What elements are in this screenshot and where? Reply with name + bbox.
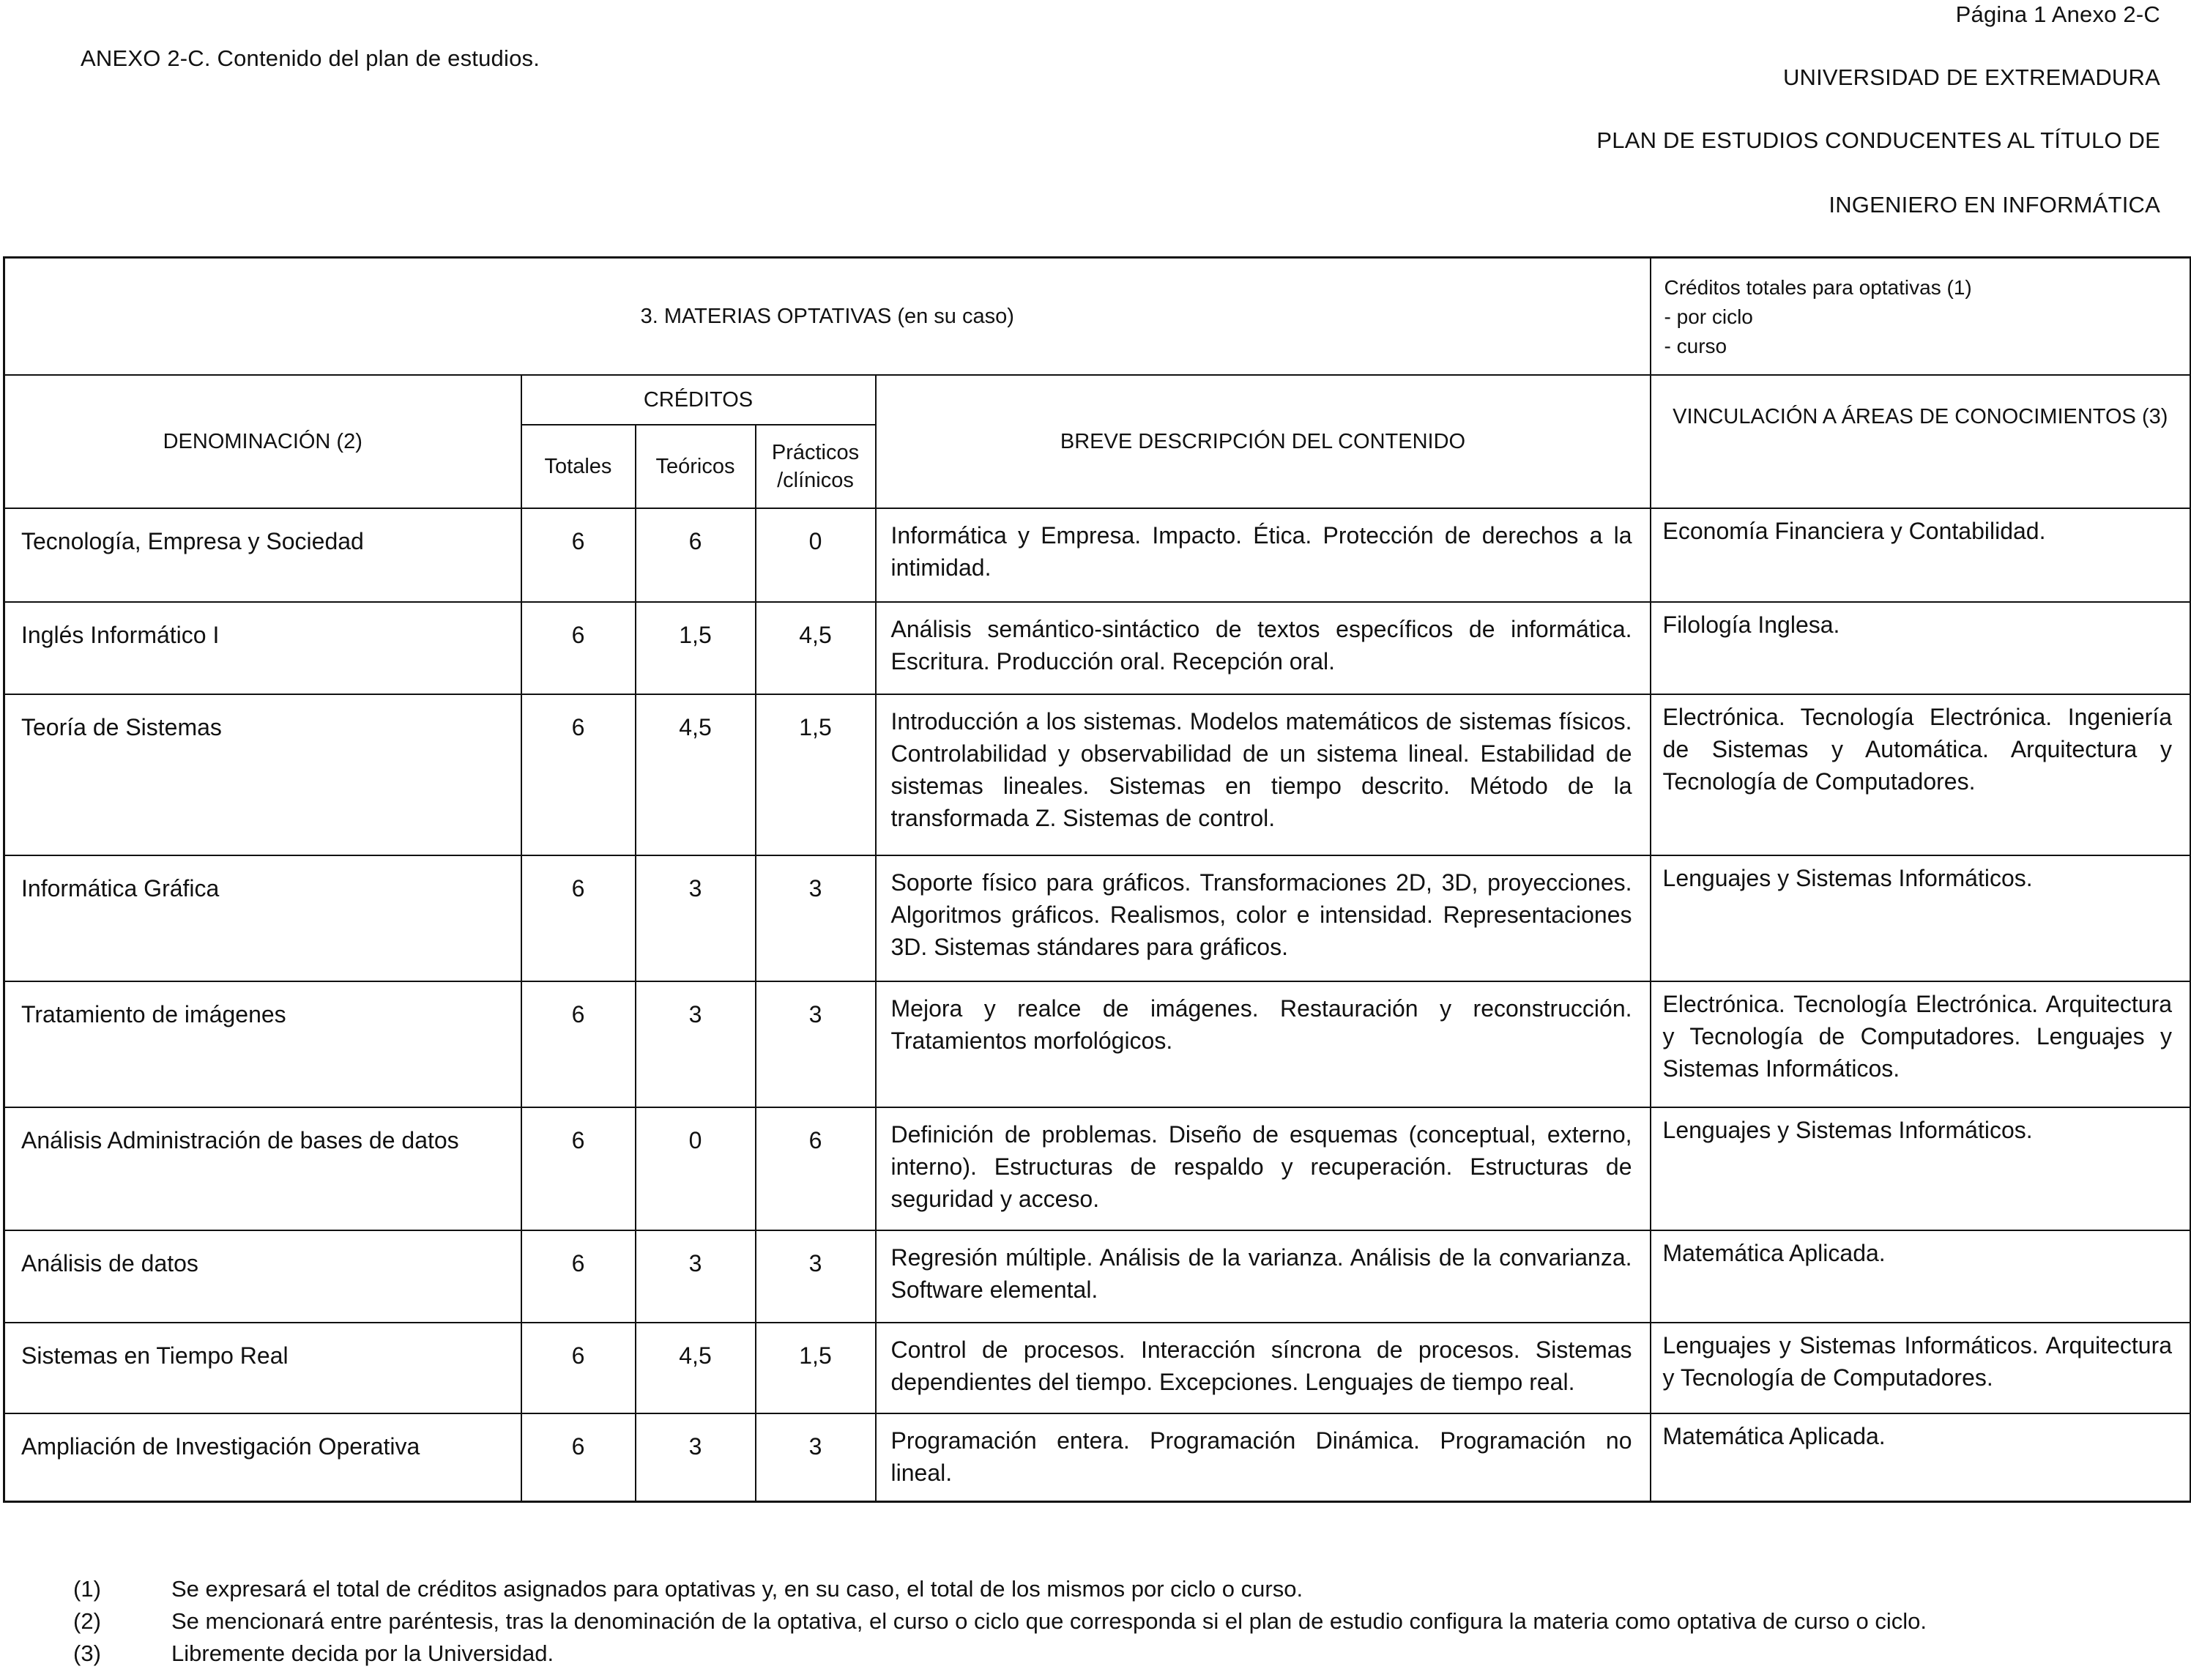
header-descripcion: BREVE DESCRIPCIÓN DEL CONTENIDO — [876, 375, 1651, 508]
credits-practice: 3 — [756, 1413, 876, 1501]
subject-name: Análisis Administración de bases de datos — [4, 1107, 521, 1230]
table-row — [4, 855, 2191, 981]
credits-total: 6 — [521, 602, 636, 694]
plan-title-line1: PLAN DE ESTUDIOS CONDUCENTES AL TÍTULO DE — [1596, 127, 2160, 153]
credits-theory: 6 — [636, 508, 756, 602]
credits-theory: 3 — [636, 1413, 756, 1501]
subject-name: Teoría de Sistemas — [4, 694, 521, 855]
header-practicos: Prácticos /clínicos — [756, 425, 876, 508]
footnote — [73, 1638, 2168, 1670]
footnotes — [73, 1573, 2168, 1670]
optativas-info-line: Créditos totales para optativas (1) — [1664, 276, 1972, 299]
credits-total: 6 — [521, 508, 636, 602]
footnote-mark: (1) — [73, 1576, 101, 1602]
credits-total: 6 — [521, 981, 636, 1107]
subject-description: Control de procesos. Interacción síncrona de procesos. Sistemas dependientes del tiempo. Excepciones. Lenguajes de tiempo real. — [876, 1323, 1651, 1413]
knowledge-area: Electrónica. Tecnología Electrónica. Ingeniería de Sistemas y Automática. Arquitectura y Tecnología de Computadores. — [1651, 694, 2191, 855]
table-row — [4, 981, 2191, 1107]
credits-theory: 4,5 — [636, 694, 756, 855]
footnote — [73, 1573, 2168, 1605]
subject-description: Definición de problemas. Diseño de esquemas (conceptual, externo, interno). Estructuras de respaldo y recuperación. Estructuras de seguridad y acceso. — [876, 1107, 1651, 1230]
optativas-info-line: - curso — [1664, 335, 1727, 357]
subject-description: Regresión múltiple. Análisis de la varianza. Análisis de la convarianza. Software elemental. — [876, 1230, 1651, 1323]
subject-name: Tecnología, Empresa y Sociedad — [4, 508, 521, 602]
footnote-text: Se mencionará entre paréntesis, tras la denominación de la optativa, el curso o ciclo que corresponda si el plan de estudio configura la materia como optativa de curso o ciclo. — [171, 1608, 1927, 1634]
credits-theory: 3 — [636, 855, 756, 981]
university-name: UNIVERSIDAD DE EXTREMADURA — [1782, 64, 2160, 90]
subject-description: Introducción a los sistemas. Modelos matemáticos de sistemas físicos. Controlabilidad y observabilidad de un sistema lineal. Estabilidad de sistemas lineales. Sistemas en tiempo descrito. Método de la transformada Z. Sistemas de control. — [876, 694, 1651, 855]
subject-name: Sistemas en Tiempo Real — [4, 1323, 521, 1413]
section-title: 3. MATERIAS OPTATIVAS (en su caso) — [4, 258, 1651, 376]
table-row — [4, 602, 2191, 694]
table-row — [4, 508, 2191, 602]
footnote — [73, 1605, 2168, 1638]
header-teoricos: Teóricos — [636, 425, 756, 508]
footnote-mark: (3) — [73, 1640, 101, 1666]
credits-theory: 3 — [636, 1230, 756, 1323]
subject-description: Soporte físico para gráficos. Transformaciones 2D, 3D, proyecciones. Algoritmos gráficos. Realismos, color e intensidad. Representaciones 3D. Sistemas stándares para gráficos. — [876, 855, 1651, 981]
credits-total: 6 — [521, 1107, 636, 1230]
header-vinculacion: VINCULACIÓN A ÁREAS DE CONOCIMIENTOS (3) — [1651, 375, 2191, 508]
header-row — [4, 375, 2191, 425]
table-row — [4, 694, 2191, 855]
knowledge-area: Lenguajes y Sistemas Informáticos. Arquitectura y Tecnología de Computadores. — [1651, 1323, 2191, 1413]
credits-practice: 4,5 — [756, 602, 876, 694]
subject-name: Ampliación de Investigación Operativa — [4, 1413, 521, 1501]
credits-theory: 1,5 — [636, 602, 756, 694]
subject-description: Informática y Empresa. Impacto. Ética. Protección de derechos a la intimidad. — [876, 508, 1651, 602]
subject-description: Programación entera. Programación Dinámica. Programación no lineal. — [876, 1413, 1651, 1501]
knowledge-area: Matemática Aplicada. — [1651, 1413, 2191, 1501]
header-denominacion: DENOMINACIÓN (2) — [4, 375, 521, 508]
knowledge-area: Lenguajes y Sistemas Informáticos. — [1651, 1107, 2191, 1230]
subject-name: Análisis de datos — [4, 1230, 521, 1323]
footnote-text: Se expresará el total de créditos asignados para optativas y, en su caso, el total de los mismos por ciclo o curso. — [171, 1576, 1303, 1602]
subject-description: Análisis semántico-sintáctico de textos específicos de informática. Escritura. Producción oral. Recepción oral. — [876, 602, 1651, 694]
credits-total: 6 — [521, 694, 636, 855]
credits-practice: 3 — [756, 981, 876, 1107]
subject-description: Mejora y realce de imágenes. Restauración y reconstrucción. Tratamientos morfológicos. — [876, 981, 1651, 1107]
knowledge-area: Lenguajes y Sistemas Informáticos. — [1651, 855, 2191, 981]
credits-practice: 1,5 — [756, 1323, 876, 1413]
credits-total: 6 — [521, 855, 636, 981]
credits-theory: 4,5 — [636, 1323, 756, 1413]
plan-title-line2: INGENIERO EN INFORMÁTICA — [1829, 192, 2160, 218]
knowledge-area: Matemática Aplicada. — [1651, 1230, 2191, 1323]
knowledge-area: Filología Inglesa. — [1651, 602, 2191, 694]
credits-theory: 3 — [636, 981, 756, 1107]
table-row — [4, 1230, 2191, 1323]
credits-practice: 3 — [756, 855, 876, 981]
header-totales: Totales — [521, 425, 636, 508]
subject-name: Informática Gráfica — [4, 855, 521, 981]
credits-practice: 0 — [756, 508, 876, 602]
credits-practice: 1,5 — [756, 694, 876, 855]
optional-subjects-table — [3, 256, 2191, 1503]
knowledge-area: Electrónica. Tecnología Electrónica. Arquitectura y Tecnología de Computadores. Lenguajes y Sistemas Informáticos. — [1651, 981, 2191, 1107]
annex-title: ANEXO 2-C. Contenido del plan de estudios. — [81, 45, 540, 71]
header-creditos: CRÉDITOS — [521, 375, 876, 425]
optativas-credits-info — [1651, 258, 2191, 376]
credits-practice: 6 — [756, 1107, 876, 1230]
credits-theory: 0 — [636, 1107, 756, 1230]
knowledge-area: Economía Financiera y Contabilidad. — [1651, 508, 2191, 602]
footnote-mark: (2) — [73, 1608, 101, 1634]
credits-practice: 3 — [756, 1230, 876, 1323]
table-row — [4, 1107, 2191, 1230]
credits-total: 6 — [521, 1230, 636, 1323]
subject-name: Tratamiento de imágenes — [4, 981, 521, 1107]
subject-name: Inglés Informático I — [4, 602, 521, 694]
title-row — [4, 258, 2191, 376]
footnote-text: Libremente decida por la Universidad. — [171, 1640, 554, 1666]
table-row — [4, 1323, 2191, 1413]
page-label: Página 1 Anexo 2-C — [1955, 1, 2160, 27]
optativas-info-line: - por ciclo — [1664, 305, 1753, 328]
credits-total: 6 — [521, 1413, 636, 1501]
credits-total: 6 — [521, 1323, 636, 1413]
table-row — [4, 1413, 2191, 1501]
